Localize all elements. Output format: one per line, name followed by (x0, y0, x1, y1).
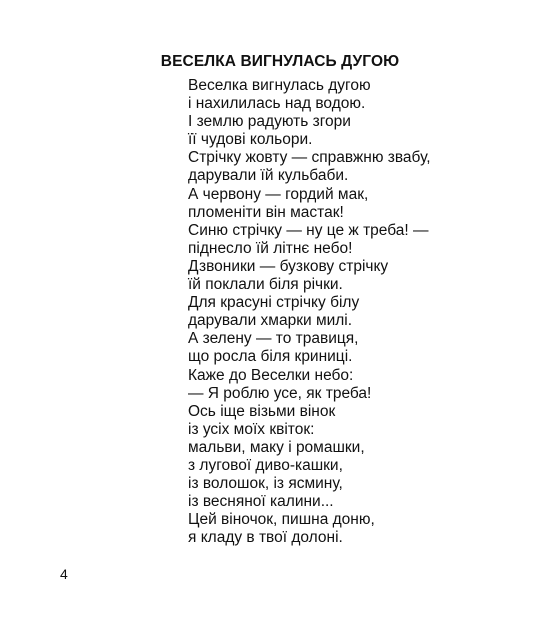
poem-line: я кладу в твої долоні. (188, 529, 343, 547)
poem-line: мальви, маку і ромашки, (188, 438, 365, 456)
poem-line: що росла біля криниці. (188, 348, 353, 366)
poem-line: Для красуні стрічку білу (188, 294, 360, 312)
poem-line: Веселка вигнулась дугою (188, 77, 371, 94)
poem-line: їй поклали біля річки. (188, 276, 343, 294)
poem-body (188, 77, 431, 547)
poem-line: пломеніти він мастак! (188, 203, 344, 221)
poem-line: Дзвоники — бузкову стрічку (188, 257, 389, 275)
poem-line: Цей віночок, пишна доню, (188, 511, 375, 529)
poem-line: і нахилилась над водою. (188, 95, 366, 113)
poem-line: піднесло їй літнє небо! (188, 239, 353, 257)
poem-line: А зелену — то травиця, (188, 330, 359, 348)
poem-line: Синю стрічку — ну це ж треба! — (188, 221, 429, 239)
poem-line: з лугової диво-кашки, (188, 456, 343, 474)
page-number: 4 (60, 566, 68, 582)
poem-line: І землю радують згори (188, 113, 351, 131)
poem-line: А червону — гордий мак, (188, 185, 369, 203)
poem-line: із усіх моїх квіток: (188, 420, 315, 438)
poem-line: — Я роблю усе, як треба! (188, 384, 372, 402)
poem-title: ВЕСЕЛКА ВИГНУЛАСЬ ДУГОЮ (160, 53, 400, 70)
poem-line: із волошок, із ясмину, (188, 475, 343, 493)
poem-line: її чудові кольори. (188, 131, 313, 149)
poem-line: із весняної калини... (188, 493, 334, 511)
poem-line: Каже до Веселки небо: (188, 366, 354, 384)
poem-line: Стрічку жовту — справжню звабу, (188, 149, 431, 167)
poem-line: дарували хмарки милі. (188, 312, 353, 330)
poem-line: дарували їй кульбаби. (188, 167, 349, 185)
poem-line: Ось іще візьми вінок (188, 402, 336, 420)
